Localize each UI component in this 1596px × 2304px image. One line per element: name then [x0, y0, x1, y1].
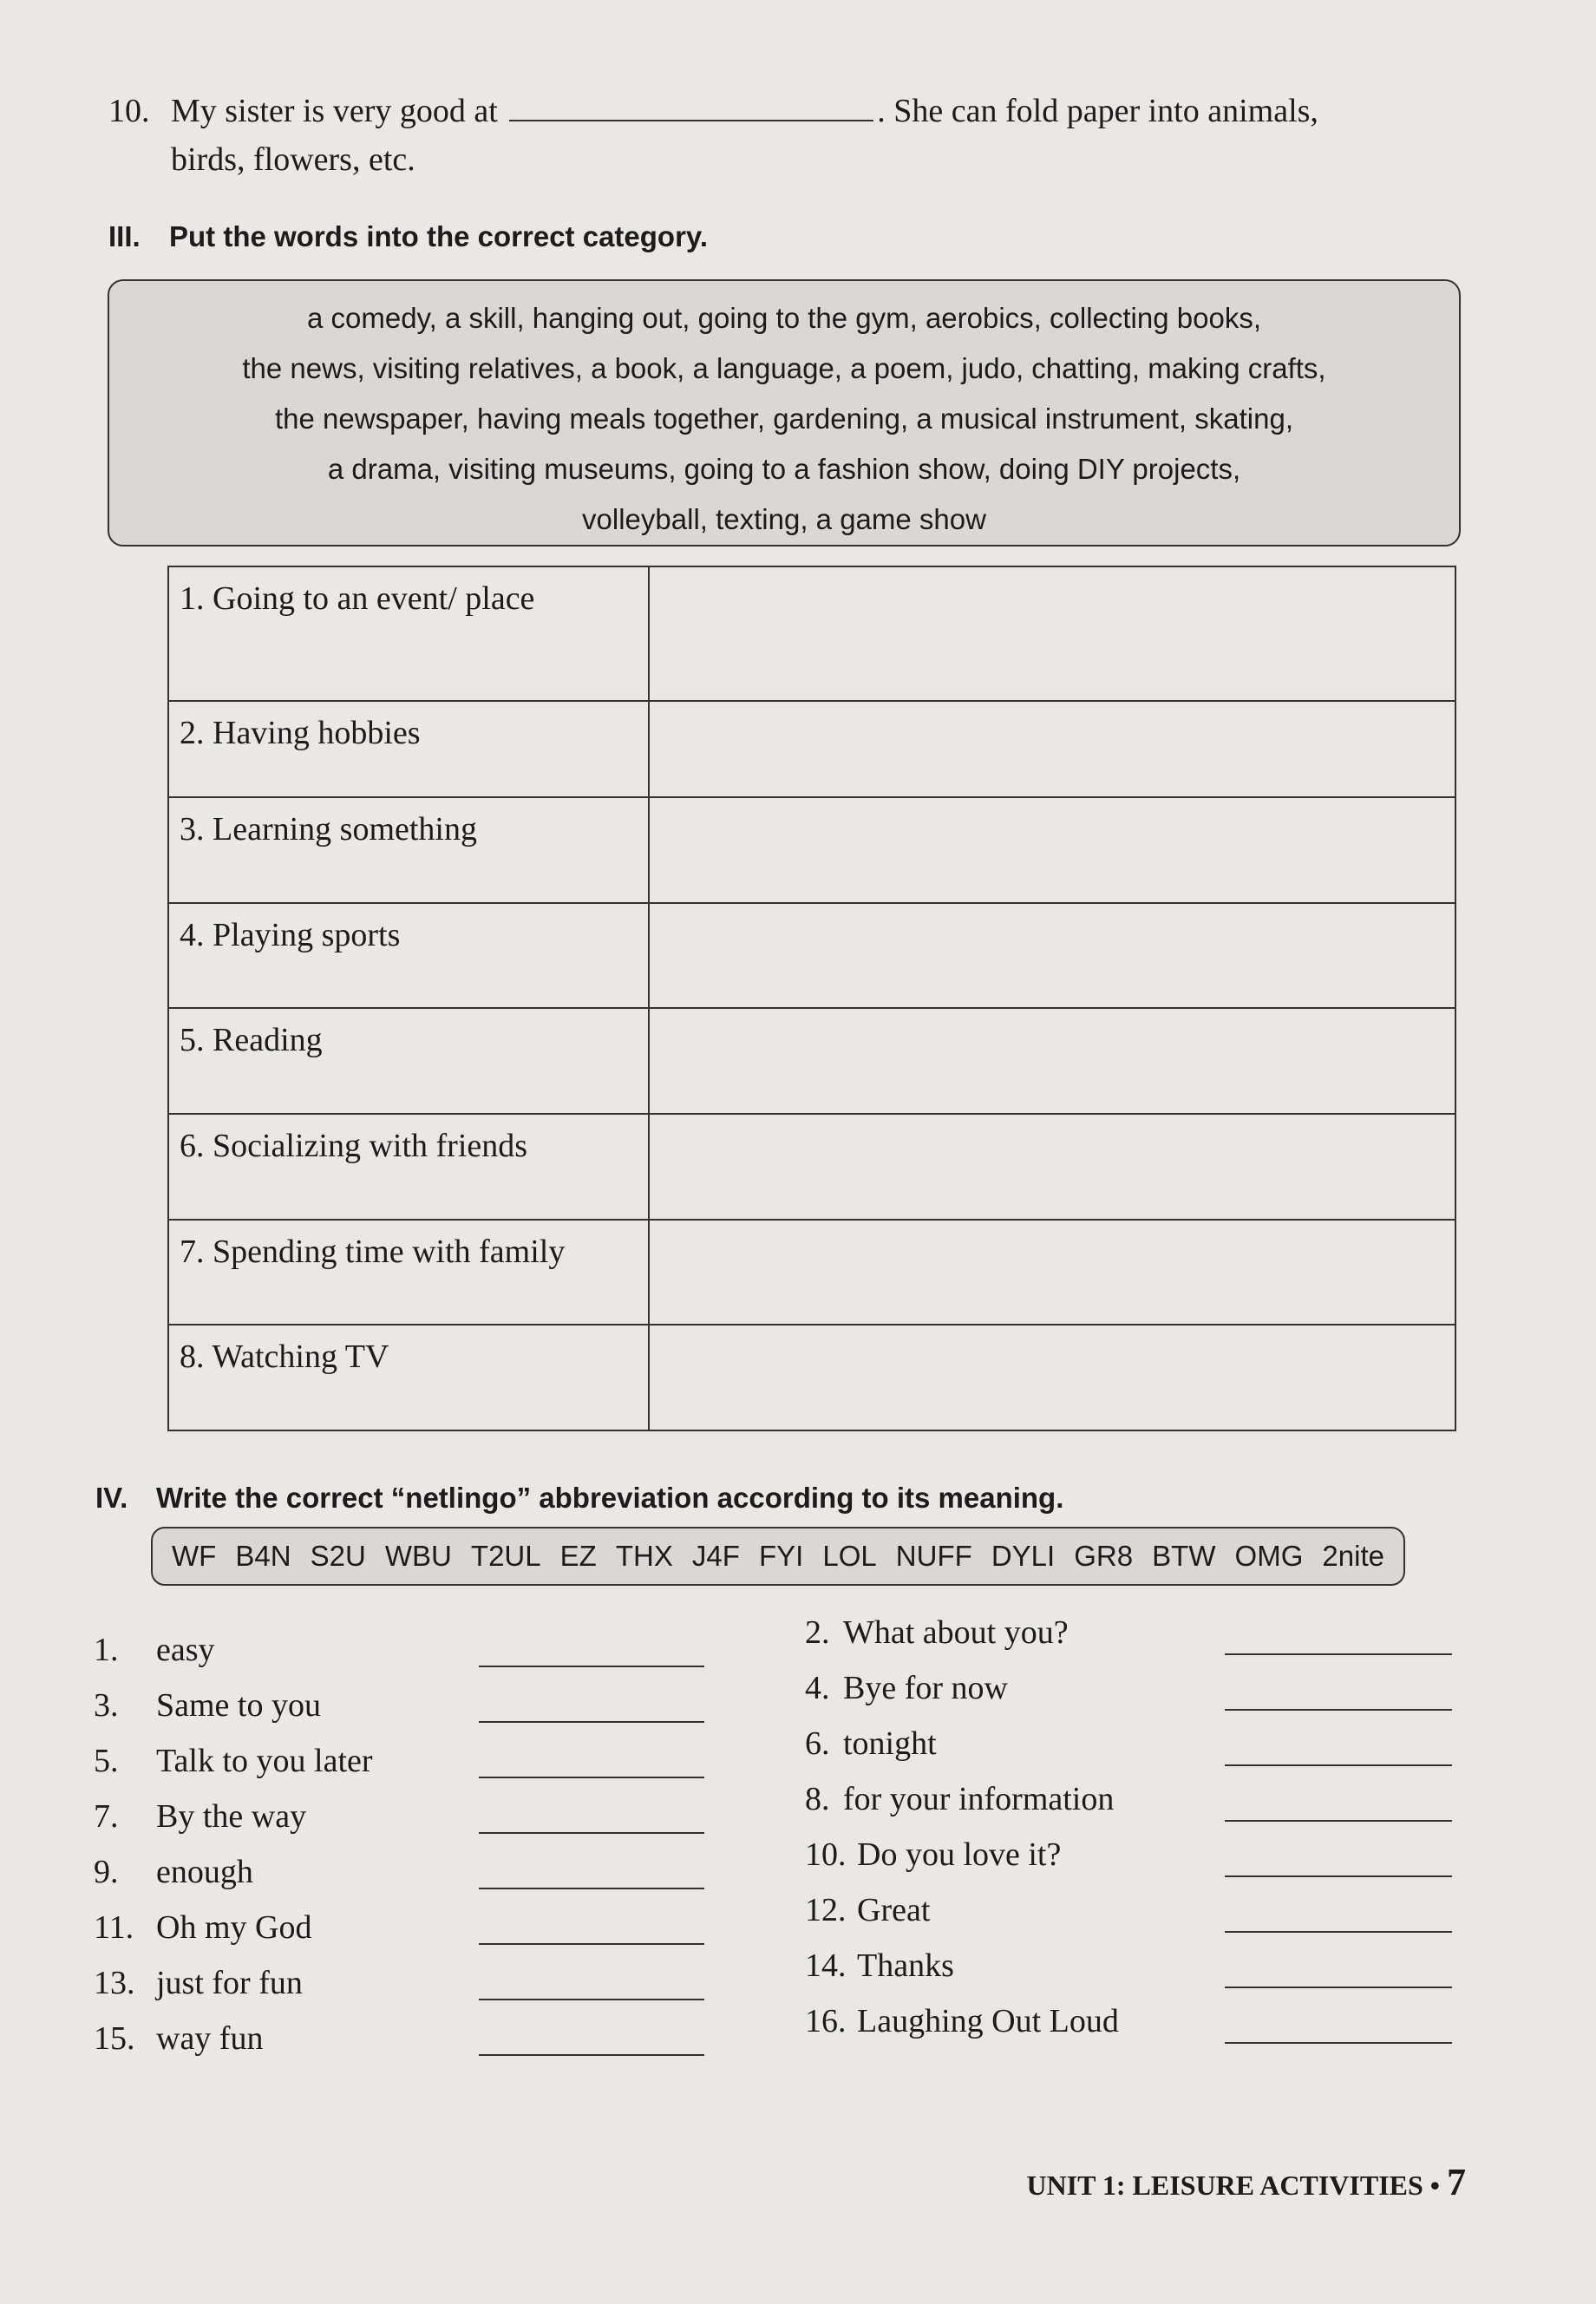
- item-text: way fun: [156, 2020, 264, 2057]
- category-label: 3. Learning something: [168, 797, 649, 903]
- item-text: Do you love it?: [857, 1836, 1062, 1873]
- answer-blank[interactable]: [1225, 1931, 1452, 1933]
- page-footer: [1026, 2160, 1466, 2204]
- abbreviation-bank: [151, 1527, 1405, 1586]
- item-number: 10.: [805, 1836, 847, 1873]
- question-10: [108, 87, 1479, 184]
- abbreviation-item: BTW: [1152, 1540, 1216, 1572]
- table-row: [168, 797, 1455, 903]
- section-4-title: Write the correct “netlingo” abbreviation according to its meaning.: [156, 1482, 1064, 1514]
- list-item: [805, 1780, 1114, 1829]
- list-item: [805, 1891, 930, 1940]
- word-bank-line: the newspaper, having meals together, gardening, a musical instrument, skating,: [274, 403, 1293, 435]
- item-text: Laughing Out Loud: [857, 2003, 1119, 2039]
- item-text: Oh my God: [156, 1909, 312, 1946]
- table-row: [168, 701, 1455, 797]
- item-text: Talk to you later: [156, 1743, 373, 1779]
- abbreviation-item: DYLI: [991, 1540, 1056, 1572]
- unit-title: UNIT 1: LEISURE ACTIVITIES •: [1026, 2170, 1440, 2201]
- item-number: 4.: [805, 1670, 830, 1706]
- item-text: easy: [156, 1632, 215, 1668]
- word-bank-box: [108, 279, 1461, 547]
- item-text: tonight: [843, 1725, 937, 1762]
- item-text: Bye for now: [843, 1670, 1008, 1706]
- category-answer-cell[interactable]: [649, 903, 1455, 1009]
- item-text: What about you?: [843, 1614, 1069, 1651]
- item-text: Same to you: [156, 1687, 321, 1724]
- table-row: [168, 1220, 1455, 1325]
- category-label: 6. Socializing with friends: [168, 1114, 649, 1220]
- abbreviation-item: B4N: [235, 1540, 291, 1572]
- page-number: 7: [1447, 2161, 1466, 2203]
- section-3-heading: [108, 220, 708, 253]
- category-answer-cell[interactable]: [649, 1114, 1455, 1220]
- category-answer-cell[interactable]: [649, 1008, 1455, 1114]
- category-answer-cell[interactable]: [649, 797, 1455, 903]
- answer-blank[interactable]: [479, 1999, 704, 2000]
- category-label: 8. Watching TV: [168, 1325, 649, 1430]
- table-row: [168, 1114, 1455, 1220]
- abbreviation-item: NUFF: [895, 1540, 972, 1572]
- list-item: [94, 2019, 263, 2068]
- table-row: [168, 566, 1455, 701]
- answer-blank[interactable]: [479, 2054, 704, 2056]
- abbreviation-item: WBU: [384, 1540, 452, 1572]
- item-number: 16.: [805, 2003, 847, 2039]
- abbreviation-item: OMG: [1234, 1540, 1304, 1572]
- category-label: 1. Going to an event/ place: [168, 566, 649, 701]
- item-number: 8.: [805, 1781, 830, 1817]
- abbreviation-item: S2U: [310, 1540, 366, 1572]
- answer-blank[interactable]: [1225, 1820, 1452, 1822]
- answer-blank[interactable]: [1225, 1764, 1452, 1766]
- question-text-line2: birds, flowers, etc.: [171, 141, 415, 178]
- list-item: [805, 1836, 1061, 1884]
- section-4-number: IV.: [95, 1482, 128, 1514]
- category-table: [167, 566, 1456, 1431]
- item-number: 1.: [94, 1632, 119, 1668]
- word-bank-line: a comedy, a skill, hanging out, going to the gym, aerobics, collecting books,: [306, 302, 1261, 334]
- item-number: 13.: [94, 1965, 135, 2001]
- answer-blank[interactable]: [479, 1666, 704, 1667]
- item-text: for your information: [843, 1781, 1115, 1817]
- word-bank-line: the news, visiting relatives, a book, a language, a poem, judo, chatting, making crafts,: [242, 352, 1326, 384]
- word-bank-line: volleyball, texting, a game show: [582, 503, 986, 535]
- item-number: 3.: [94, 1687, 119, 1724]
- abbreviation-item: WF: [172, 1540, 217, 1572]
- abbreviation-item: 2nite: [1322, 1540, 1384, 1572]
- list-item: [805, 1669, 1008, 1718]
- list-item: [94, 1797, 306, 1846]
- abbreviation-item: THX: [615, 1540, 673, 1572]
- category-label: 2. Having hobbies: [168, 701, 649, 797]
- answer-blank[interactable]: [479, 1777, 704, 1778]
- list-item: [94, 1964, 303, 2013]
- item-text: Great: [857, 1892, 931, 1928]
- table-row: [168, 1325, 1455, 1430]
- section-4-heading: [95, 1482, 1063, 1515]
- abbreviation-item: FYI: [758, 1540, 804, 1572]
- answer-blank[interactable]: [1225, 1987, 1452, 1988]
- abbreviation-item: EZ: [559, 1540, 597, 1572]
- answer-blank[interactable]: [1225, 1653, 1452, 1655]
- category-answer-cell[interactable]: [649, 566, 1455, 701]
- category-answer-cell[interactable]: [649, 701, 1455, 797]
- question-number: 10.: [108, 93, 150, 129]
- item-number: 11.: [94, 1909, 134, 1946]
- item-text: Thanks: [857, 1947, 954, 1984]
- list-item: [805, 1725, 937, 1773]
- answer-blank[interactable]: [1225, 2042, 1452, 2044]
- abbreviation-item: J4F: [691, 1540, 740, 1572]
- item-number: 5.: [94, 1743, 119, 1779]
- item-number: 15.: [94, 2020, 135, 2057]
- abbreviation-item: GR8: [1074, 1540, 1134, 1572]
- question-text-before: My sister is very good at: [171, 93, 498, 129]
- list-item: [805, 1613, 1069, 1662]
- abbreviation-item: LOL: [822, 1540, 877, 1572]
- answer-blank[interactable]: [479, 1888, 704, 1889]
- category-answer-cell[interactable]: [649, 1325, 1455, 1430]
- category-answer-cell[interactable]: [649, 1220, 1455, 1325]
- list-item: [94, 1853, 253, 1901]
- table-row: [168, 1008, 1455, 1114]
- answer-blank[interactable]: [509, 94, 873, 121]
- word-bank-line: a drama, visiting museums, going to a fashion show, doing DIY projects,: [327, 453, 1241, 485]
- item-text: enough: [156, 1854, 253, 1890]
- category-label: 4. Playing sports: [168, 903, 649, 1009]
- item-number: 9.: [94, 1854, 119, 1890]
- list-item: [805, 2002, 1119, 2051]
- item-number: 2.: [805, 1614, 830, 1651]
- section-3-number: III.: [108, 220, 141, 252]
- section-3-title: Put the words into the correct category.: [169, 220, 708, 252]
- list-item: [805, 1947, 954, 1995]
- answer-blank[interactable]: [1225, 1875, 1452, 1877]
- category-label: 7. Spending time with family: [168, 1220, 649, 1325]
- answer-blank[interactable]: [1225, 1709, 1452, 1711]
- answer-blank[interactable]: [479, 1721, 704, 1723]
- question-text-after: . She can fold paper into animals,: [877, 93, 1318, 129]
- list-item: [94, 1742, 373, 1790]
- category-label: 5. Reading: [168, 1008, 649, 1114]
- item-number: 12.: [805, 1892, 847, 1928]
- item-number: 7.: [94, 1798, 119, 1835]
- table-row: [168, 903, 1455, 1009]
- answer-blank[interactable]: [479, 1943, 704, 1945]
- abbreviation-item: T2UL: [470, 1540, 541, 1572]
- answer-blank[interactable]: [479, 1832, 704, 1834]
- item-number: 6.: [805, 1725, 830, 1762]
- item-text: just for fun: [156, 1965, 303, 2001]
- list-item: [94, 1908, 311, 1957]
- item-text: By the way: [156, 1798, 307, 1835]
- list-item: [94, 1631, 215, 1679]
- list-item: [94, 1686, 321, 1735]
- item-number: 14.: [805, 1947, 847, 1984]
